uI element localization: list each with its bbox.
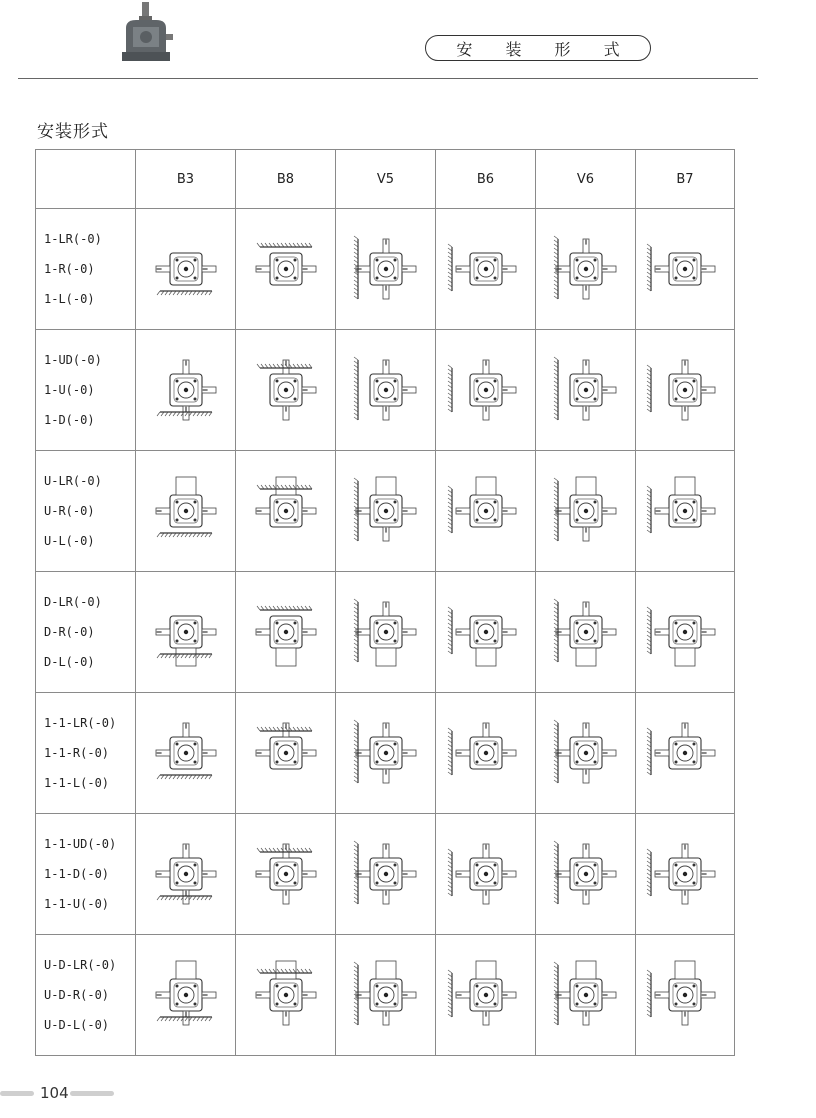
mounting-diagram-cell: [236, 814, 336, 935]
column-header: V5: [336, 150, 436, 209]
mounting-diagram-cell: [136, 209, 236, 330]
mounting-diagram-cell: [536, 935, 636, 1056]
gearbox-mounting-diagram-icon: [241, 703, 331, 803]
gearbox-mounting-diagram-icon: [441, 582, 531, 682]
mounting-diagram-cell: [336, 451, 436, 572]
table-row: [36, 693, 735, 814]
gearbox-mounting-diagram-icon: [640, 219, 730, 319]
gearbox-mounting-diagram-icon: [541, 582, 631, 682]
mounting-diagram-cell: [536, 572, 636, 693]
gearbox-mounting-diagram-icon: [141, 340, 231, 440]
mounting-diagram-cell: [636, 330, 735, 451]
footer-bar-right: [70, 1091, 114, 1096]
gearbox-mounting-diagram-icon: [441, 824, 531, 924]
section-title: 安装形式: [37, 122, 109, 142]
mounting-code-label: 1-1-R(-0): [44, 746, 110, 760]
mounting-diagram-cell: [636, 935, 735, 1056]
gearbox-mounting-diagram-icon: [141, 703, 231, 803]
mounting-code-label: U-L(-0): [44, 534, 95, 548]
mounting-code-label: D-LR(-0): [44, 595, 102, 609]
gearbox-mounting-diagram-icon: [541, 219, 631, 319]
mounting-diagram-cell: [536, 209, 636, 330]
table-row: [36, 209, 735, 330]
gearbox-mounting-diagram-icon: [541, 824, 631, 924]
mounting-diagram-cell: [336, 330, 436, 451]
gearbox-mounting-diagram-icon: [640, 945, 730, 1045]
gearbox-mounting-diagram-icon: [541, 945, 631, 1045]
mounting-diagram-cell: [336, 572, 436, 693]
mounting-diagram-cell: [436, 572, 536, 693]
mounting-diagram-cell: [136, 814, 236, 935]
mounting-code-label: 1-UD(-0): [44, 353, 102, 367]
row-label-cell: [36, 935, 136, 1056]
mounting-code-label: U-D-LR(-0): [44, 958, 117, 972]
table-row: [36, 935, 735, 1056]
column-header: V6: [536, 150, 636, 209]
mounting-code-label: U-D-L(-0): [44, 1018, 110, 1032]
row-label-cell: [36, 814, 136, 935]
header-corner-cell: [36, 150, 136, 209]
mounting-diagram-cell: [536, 330, 636, 451]
gearbox-mounting-diagram-icon: [241, 219, 331, 319]
gearbox-mounting-diagram-icon: [241, 582, 331, 682]
mounting-diagram-cell: [636, 693, 735, 814]
gearbox-mounting-diagram-icon: [441, 340, 531, 440]
mounting-diagram-cell: [536, 814, 636, 935]
gearbox-mounting-diagram-icon: [141, 824, 231, 924]
gearbox-mounting-diagram-icon: [541, 461, 631, 561]
mounting-diagram-cell: [636, 209, 735, 330]
gearbox-logo-icon: [118, 2, 174, 66]
gearbox-mounting-diagram-icon: [541, 703, 631, 803]
gearbox-mounting-diagram-icon: [341, 340, 431, 440]
mounting-diagram-cell: [236, 209, 336, 330]
mounting-code-label: 1-1-LR(-0): [44, 716, 117, 730]
footer-bar-left: [0, 1091, 34, 1096]
column-header: B7: [636, 150, 735, 209]
column-header: B6: [436, 150, 536, 209]
mounting-diagram-cell: [236, 572, 336, 693]
mounting-diagram-cell: [636, 572, 735, 693]
table-row: [36, 330, 735, 451]
mounting-diagram-cell: [636, 814, 735, 935]
mounting-code-label: 1-L(-0): [44, 292, 95, 306]
mounting-diagram-cell: [436, 935, 536, 1056]
gearbox-mounting-diagram-icon: [341, 582, 431, 682]
gearbox-mounting-diagram-icon: [141, 461, 231, 561]
header-divider: [18, 78, 758, 79]
mounting-diagram-cell: [136, 935, 236, 1056]
mounting-code-label: 1-1-D(-0): [44, 867, 110, 881]
mounting-diagram-cell: [336, 935, 436, 1056]
gearbox-mounting-diagram-icon: [441, 945, 531, 1045]
gearbox-mounting-diagram-icon: [341, 945, 431, 1045]
mounting-diagram-cell: [236, 451, 336, 572]
gearbox-mounting-diagram-icon: [640, 461, 730, 561]
mounting-diagram-cell: [336, 814, 436, 935]
mounting-diagram-cell: [136, 330, 236, 451]
mounting-code-label: U-D-R(-0): [44, 988, 110, 1002]
gearbox-mounting-diagram-icon: [541, 340, 631, 440]
page-number: 104: [40, 1084, 69, 1102]
mounting-code-label: U-LR(-0): [44, 474, 102, 488]
table-row: [36, 451, 735, 572]
mounting-code-label: 1-U(-0): [44, 383, 95, 397]
mounting-diagram-cell: [136, 572, 236, 693]
mounting-diagram-cell: [236, 330, 336, 451]
table-header-row: [36, 150, 735, 209]
header-title: 安 装 形 式: [425, 35, 651, 61]
table-row: [36, 814, 735, 935]
gearbox-mounting-diagram-icon: [241, 340, 331, 440]
gearbox-mounting-diagram-icon: [141, 945, 231, 1045]
mounting-code-label: 1-R(-0): [44, 262, 95, 276]
mounting-code-label: D-L(-0): [44, 655, 95, 669]
gearbox-mounting-diagram-icon: [640, 703, 730, 803]
mounting-diagram-cell: [436, 814, 536, 935]
mounting-diagram-cell: [136, 451, 236, 572]
mounting-code-label: 1-1-L(-0): [44, 776, 110, 790]
mounting-code-label: U-R(-0): [44, 504, 95, 518]
mounting-table: [35, 149, 735, 1056]
gearbox-mounting-diagram-icon: [241, 824, 331, 924]
row-label-cell: [36, 693, 136, 814]
column-header: B3: [136, 150, 236, 209]
mounting-diagram-cell: [236, 693, 336, 814]
mounting-code-label: 1-D(-0): [44, 413, 95, 427]
gearbox-mounting-diagram-icon: [141, 219, 231, 319]
gearbox-mounting-diagram-icon: [341, 703, 431, 803]
mounting-code-label: 1-1-U(-0): [44, 897, 110, 911]
mounting-diagram-cell: [236, 935, 336, 1056]
row-label-cell: [36, 209, 136, 330]
mounting-diagram-cell: [336, 209, 436, 330]
mounting-code-label: 1-1-UD(-0): [44, 837, 117, 851]
gearbox-mounting-diagram-icon: [141, 582, 231, 682]
mounting-diagram-cell: [336, 693, 436, 814]
mounting-diagram-cell: [436, 451, 536, 572]
mounting-diagram-cell: [536, 693, 636, 814]
mounting-code-label: 1-LR(-0): [44, 232, 102, 246]
gearbox-mounting-diagram-icon: [341, 219, 431, 319]
row-label-cell: [36, 572, 136, 693]
row-label-cell: [36, 451, 136, 572]
gearbox-mounting-diagram-icon: [441, 703, 531, 803]
gearbox-mounting-diagram-icon: [640, 824, 730, 924]
gearbox-mounting-diagram-icon: [241, 945, 331, 1045]
mounting-diagram-cell: [136, 693, 236, 814]
table-row: [36, 572, 735, 693]
mounting-diagram-cell: [436, 209, 536, 330]
row-label-cell: [36, 330, 136, 451]
mounting-diagram-cell: [436, 693, 536, 814]
gearbox-mounting-diagram-icon: [640, 582, 730, 682]
mounting-diagram-cell: [536, 451, 636, 572]
gearbox-mounting-diagram-icon: [241, 461, 331, 561]
gearbox-mounting-diagram-icon: [441, 219, 531, 319]
gearbox-mounting-diagram-icon: [640, 340, 730, 440]
mounting-code-label: D-R(-0): [44, 625, 95, 639]
gearbox-mounting-diagram-icon: [441, 461, 531, 561]
mounting-diagram-cell: [436, 330, 536, 451]
column-header: B8: [236, 150, 336, 209]
gearbox-mounting-diagram-icon: [341, 461, 431, 561]
mounting-diagram-cell: [636, 451, 735, 572]
gearbox-mounting-diagram-icon: [341, 824, 431, 924]
